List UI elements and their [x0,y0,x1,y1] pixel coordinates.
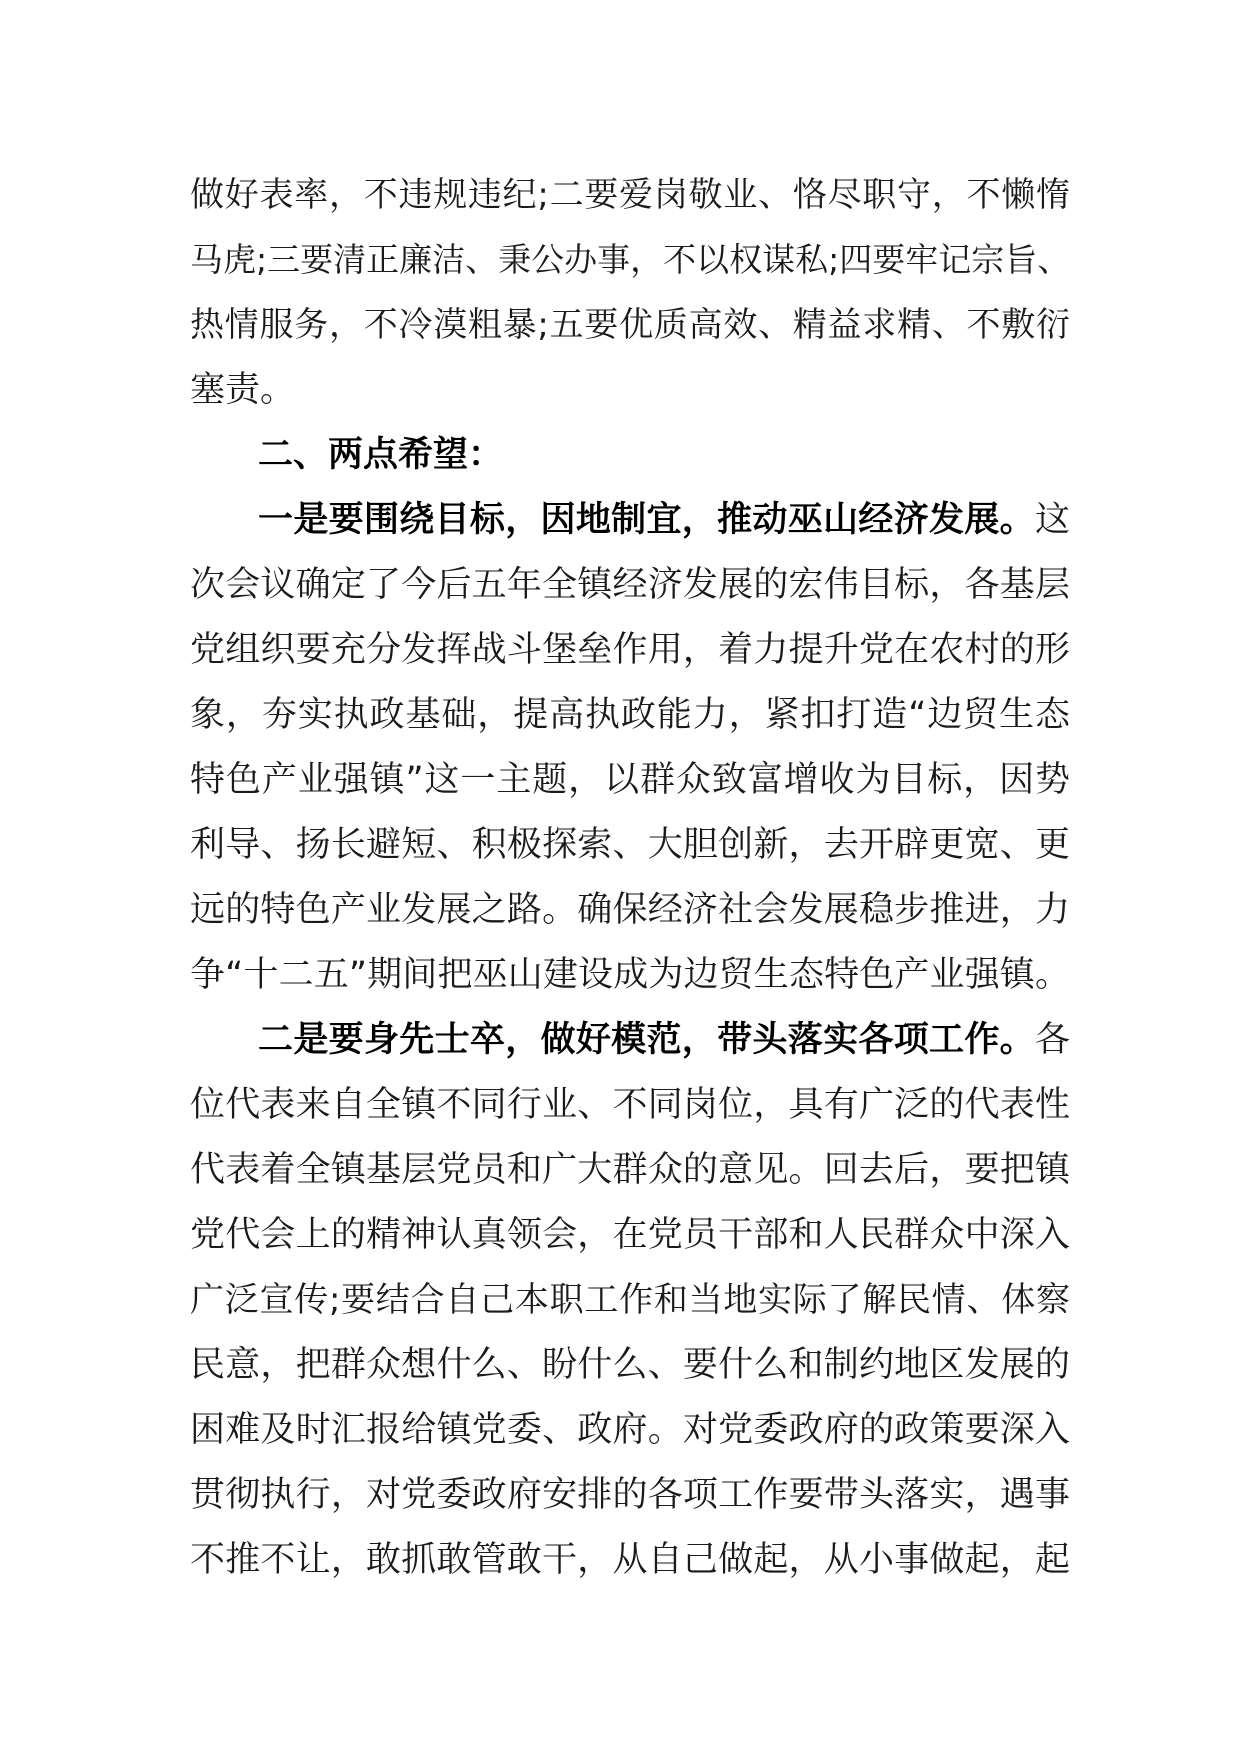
text-line-10 [190,750,1070,810]
text-line-11 [190,815,1070,875]
text-line-9 [190,685,1070,745]
line-19-text: 民意，把群众想什么、盼什么、要什么和制约地区发展的 [190,1345,1070,1385]
text-line-22 [190,1530,1070,1590]
line-14-text: 各 [1034,1020,1070,1060]
text-line-3 [190,295,1070,355]
line-6-text: 这 [1034,500,1070,540]
line-17-text: 党代会上的精神认真领会，在党员干部和人民群众中深入 [190,1215,1070,1255]
line-9-text: 象，夯实执政基础，提高执政能力，紧扣打造“边贸生态 [190,695,1070,735]
line-3-text: 热情服务，不冷漠粗暴;五要优质高效、精益求精、不敷衍 [190,305,1071,345]
point-one-heading: 一是要围绕目标，因地制宜，推动巫山经济发展。 [258,500,1035,540]
line-15-text: 位代表来自全镇不同行业、不同岗位，具有广泛的代表性 [190,1085,1070,1125]
text-line-16 [190,1140,1070,1200]
section-heading-text: 二、两点希望： [258,435,504,475]
text-line-4 [190,360,1070,420]
section-heading [258,425,1070,485]
line-11-text: 利导、扬长避短、积极探索、大胆创新，去开辟更宽、更 [190,825,1070,865]
text-line-18 [190,1270,1070,1330]
line-4-text: 塞责。 [190,370,296,410]
text-line-20 [190,1400,1070,1460]
line-13-text: 争“十二五”期间把巫山建设成为边贸生态特色产业强镇。 [190,955,1070,995]
text-line-19 [190,1335,1070,1395]
line-10-text: 特色产业强镇”这一主题，以群众致富增收为目标，因势 [190,760,1070,800]
line-2-text: 马虎;三要清正廉洁、秉公办事，不以权谋私;四要牢记宗旨、 [190,240,1071,279]
text-line-12 [190,880,1070,940]
line-22-text: 不推不让，敢抓敢管敢干，从自己做起，从小事做起，起 [190,1540,1070,1580]
text-line-7 [190,555,1070,615]
line-21-text: 贯彻执行，对党委政府安排的各项工作要带头落实，遇事 [190,1475,1070,1515]
line-12-text: 远的特色产业发展之路。确保经济社会发展稳步推进，力 [190,890,1070,930]
point-two-heading-line [258,1010,1070,1070]
line-8-text: 党组织要充分发挥战斗堡垒作用，着力提升党在农村的形 [190,630,1070,670]
line-1-text: 做好表率，不违规违纪;二要爱岗敬业、恪尽职守，不懒惰 [190,175,1071,215]
line-7-text: 次会议确定了今后五年全镇经济发展的宏伟目标，各基层 [190,565,1070,605]
text-line-15 [190,1075,1070,1135]
line-16-text: 代表着全镇基层党员和广大群众的意见。回去后，要把镇 [190,1150,1070,1190]
text-line-13 [190,945,1070,1005]
point-two-heading: 二是要身先士卒，做好模范，带头落实各项工作。 [258,1020,1035,1060]
text-line-21 [190,1465,1070,1525]
text-line-17 [190,1205,1070,1265]
text-line-1 [190,165,1070,225]
line-18-text: 广泛宣传;要结合自己本职工作和当地实际了解民情、体察 [190,1280,1070,1320]
text-line-2 [190,230,1070,290]
text-line-8 [190,620,1070,680]
line-20-text: 困难及时汇报给镇党委、政府。对党委政府的政策要深入 [190,1410,1070,1450]
point-one-heading-line [258,490,1070,550]
